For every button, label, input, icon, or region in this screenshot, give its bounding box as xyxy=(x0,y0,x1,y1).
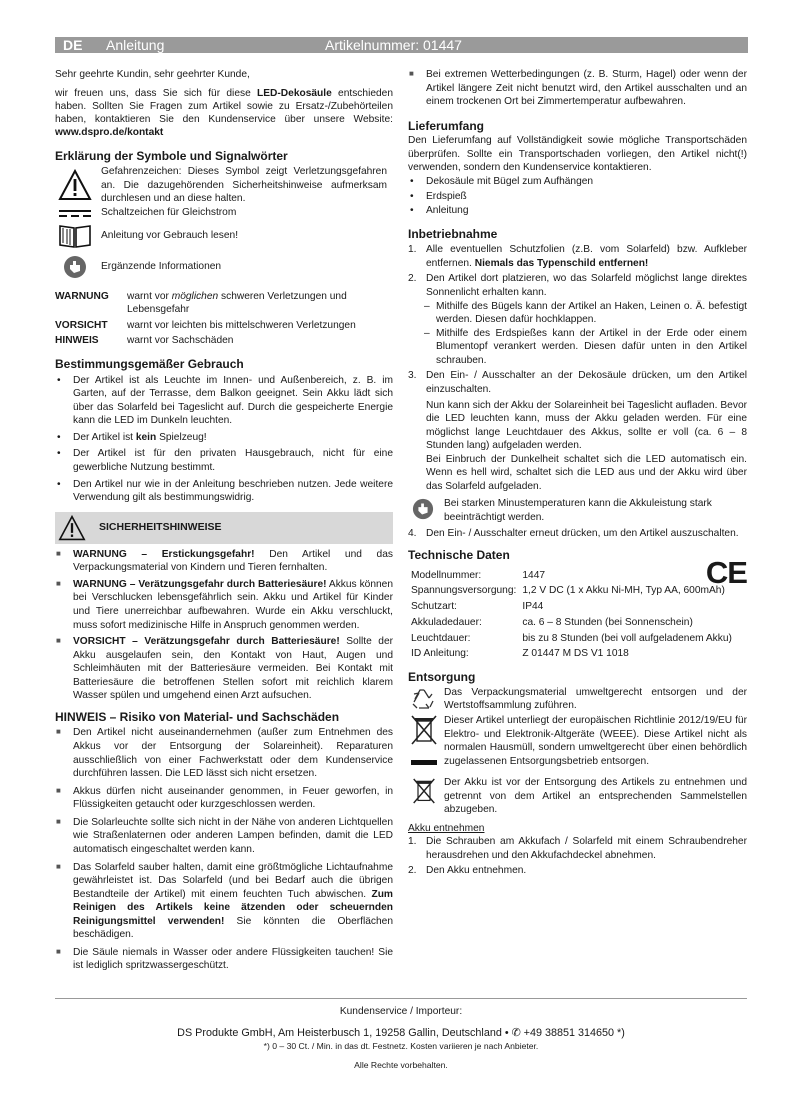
list-item: ■ Den Artikel nicht auseinandernehmen (außer zum Entnehmen des Akkus vor der Entsorgung der Solareinheit). Reparaturen ausschließlich von einer Fachwerkstatt oder dem Kundenservice durchführen lassen. Die LED lässt sich nicht ersetzen. xyxy=(55,726,393,784)
list-item: ■ Akkus dürfen nicht auseinander genommen, in Feuer geworfen, in Flüssigkeiten getaucht oder kurzgeschlossen werden. xyxy=(55,785,393,816)
greeting: Sehr geehrte Kundin, sehr geehrter Kunde, xyxy=(55,69,250,80)
list-item: ■ Die Solarleuchte sollte sich nicht in der Nähe von anderen Lichtquellen wie Straßenlaternen oder anderen Lampen befinden, damit die LED automatisch eingeschaltet werden kann. xyxy=(55,816,393,861)
symbol-info: Ergänzende Informationen xyxy=(55,254,393,280)
table-row: Schutzart: IP44 xyxy=(411,601,544,613)
battery-removal-list xyxy=(408,835,747,878)
symbol-manual: Anleitung vor Gebrauch lesen! xyxy=(55,222,393,250)
setup-sub-item: – Mithilfe des Bügels kann der Artikel an Haken, Leinen o. Ä. befestigt werden. Diesen dafür hochklappen. xyxy=(408,300,747,327)
list-item: ■ WARNUNG – Verätzungsgefahr durch Batteriesäure! Akkus können bei Verschlucken lebensgefährlich sein. Akku und Artikel für Kinder und Tiere unerreichbar aufbewahren. Wurde ein Akku verschluckt, muss sofort medizinische Hilfe in Anspruch genommen werden. xyxy=(55,578,393,635)
signal-vorsicht: VORSICHT warnt vor leichten bis mittelschweren Verletzungen xyxy=(55,319,356,331)
list-item: • Den Artikel nur wie in der Anleitung beschrieben nutzen. Jede weitere Verwendung gilt als bestimmungswidrig. xyxy=(55,478,393,505)
battery-removal-heading: Akku entnehmen xyxy=(408,822,485,834)
recycle-icon xyxy=(408,686,440,712)
website-link[interactable]: www.dspro.de/kontakt xyxy=(55,126,164,138)
table-row: Leuchtdauer: bis zu 8 Stunden (bei voll aufgeladenem Akku) xyxy=(411,632,732,644)
warning-triangle-icon xyxy=(57,513,87,543)
list-item: ■ Die Säule niemals in Wasser oder andere Flüssigkeiten tauchen! Sie ist lediglich spritzwassergeschützt. xyxy=(55,946,393,973)
crossed-bin-icon xyxy=(408,714,440,774)
tech-table xyxy=(408,568,735,663)
table-row: Akkuladedauer: ca. 6 – 8 Stunden (bei Sonnenschein) xyxy=(411,616,693,628)
list-item: 1. Alle eventuellen Schutzfolien (z.B. vom Solarfeld) bzw. Aufkleber entfernen. Niemals das Typenschild entfernen! xyxy=(408,244,747,269)
material-heading: HINWEIS – Risiko von Material- und Sachschäden xyxy=(55,709,340,724)
setup-sub-item: – Mithilfe des Erdspießes kann der Artikel in der Erde oder einem Blumentopf verankert werden. Diesen dafür unten in den Artikel schrauben. xyxy=(408,327,747,368)
list-item: • Erdspieß xyxy=(408,190,747,205)
direct-current-icon xyxy=(55,206,95,220)
list-item: 2. Den Akku entnehmen. xyxy=(408,865,527,877)
safety-banner xyxy=(55,512,393,544)
info-hand-icon xyxy=(408,497,438,521)
header-bar xyxy=(55,37,748,53)
list-item: • Dekosäule mit Bügel zum Aufhängen xyxy=(408,175,747,190)
setup-heading: Inbetriebnahme xyxy=(408,226,498,241)
list-item: 1. Die Schrauben am Akkufach / Solarfeld mit einem Schraubendreher herausdrehen und den Akkufachdeckel abnehmen. xyxy=(408,836,747,861)
setup-list xyxy=(408,243,747,495)
scope-text: Den Lieferumfang auf Vollständigkeit sowie mögliche Transportschäden überprüfen. Sollte ein Transportschaden vorliegen, den Artikel nicht(!) verwenden, sondern den Kundenservice kontaktieren. xyxy=(408,135,747,173)
ce-mark: CE xyxy=(705,555,747,591)
material-list-cont xyxy=(408,68,747,109)
footer-cost-note: *) 0 – 30 Ct. / Min. in das dt. Festnetz. Kosten variieren je nach Anbieter. xyxy=(263,1040,539,1051)
article-number: Artikelnummer: 01447 xyxy=(325,37,462,53)
safety-list xyxy=(55,548,393,703)
list-item: ■ Das Solarfeld sauber halten, damit eine größtmögliche Lichtaufnahme gewährleistet ist. Das Solarfeld (und bei Bedarf auch die übrigen Bestandteile der Artikel) mit einem feuchten Tuch abwischen. Zum Reinigen des Artikels keine ätzenden oder scheuernden Reinigungsmittel verwenden! Sie könnten die Oberflächen beschädigen. xyxy=(55,861,393,946)
scope-list xyxy=(408,175,747,218)
symbol-danger: Gefahrenzeichen: Dieses Symbol zeigt Verletzungsgefahren an. Die dazugehörenden Sicherheitshinweise aufmerksam durchlesen und an diese halten. xyxy=(55,165,393,206)
left-column xyxy=(55,68,393,973)
right-column xyxy=(408,68,747,878)
table-row: Modellnummer: 1447 xyxy=(411,569,546,581)
list-item: • Der Artikel ist kein Spielzeug! xyxy=(55,431,393,448)
use-list xyxy=(55,374,393,505)
list-item: 3. Den Ein- / Ausschalter an der Dekosäule drücken, um den Artikel einzuschalten. Nun kann sich der Akku der Solareinheit bei Tageslicht aufladen. Bevor die LED leuchten kann, muss der Akku geladen werden. Für eine möglichst lange Leuchtdauer des Akkus, sollte er voll (ca. 6 – 8 Stunden lang) aufgeladen werden. Bei Einbruch der Dunkelheit schaltet sich die LED automatisch ein. Wenn es hell wird, schaltet sich die LED aus und der Akku wird über das Solarfeld aufgeladen. xyxy=(408,370,747,492)
list-item: • Der Artikel ist für den privaten Hausgebrauch, nicht für eine gewerbliche Nutzung bestimmt. xyxy=(55,447,393,477)
table-row: Spannungsversorgung: 1,2 V DC (1 x Akku Ni-MH, Typ AA, 600mAh) xyxy=(411,585,725,597)
disposal-packaging: Das Verpackungsmaterial umweltgerecht entsorgen und der Wertstoffsammlung zuführen. xyxy=(408,686,747,713)
list-item: • Anleitung xyxy=(408,204,747,218)
crossed-bin-icon xyxy=(408,776,440,812)
safety-heading: SICHERHEITSHINWEISE xyxy=(99,520,222,533)
signal-words-table xyxy=(55,290,393,347)
footer xyxy=(55,998,747,1072)
warning-triangle-icon xyxy=(55,165,95,205)
setup-list-cont xyxy=(408,527,747,541)
manual-book-icon xyxy=(55,222,95,250)
setup-note: Bei starken Minustemperaturen kann die Akkuleistung stark beeinträchtigt werden. xyxy=(408,497,747,524)
disposal-weee: Dieser Artikel unterliegt der europäischen Richtlinie 2012/19/EU für Elektro- und Elektronik-Altgeräte (WEEE). Diese Artikel nicht als normalen Hausmüll, sondern umweltgerecht über einen behördlich zugelassenen Entsorgungsbetrieb entsorgen. xyxy=(408,714,747,774)
symbol-dc: Schaltzeichen für Gleichstrom xyxy=(55,206,393,220)
tech-section xyxy=(408,548,747,662)
symbols-heading: Erklärung der Symbole und Signalwörter xyxy=(55,148,288,163)
disposal-heading: Entsorgung xyxy=(408,670,476,685)
list-item: 2. Den Artikel dort platzieren, wo das Solarfeld möglichst lange direktes Sonnenlicht erhalten kann. – Mithilfe des Bügels kann der Artikel an Haken, Leinen o. Ä. befestigt werden. Diesen dafür hochklappen. – Mithilfe des Erdspießes kann der Artikel in der Erde oder einem Blumentopf verankert werden. Diesen dafür unten in den Artikel schrauben. xyxy=(408,272,747,369)
tech-heading: Technische Daten xyxy=(408,548,510,563)
scope-heading: Lieferumfang xyxy=(408,118,485,133)
disposal-battery: Der Akku ist vor der Entsorgung des Artikels zu entnehmen und getrennt von dem Artikel an entsprechenden Sammelstellen abzugeben. xyxy=(408,776,747,817)
signal-warnung: WARNUNG warnt vor möglichen schweren Verletzungen und Lebensgefahr xyxy=(55,291,347,316)
footer-title: Kundenservice / Importeur: xyxy=(339,1006,463,1017)
table-row: ID Anleitung: Z 01447 M DS V1 1018 xyxy=(411,648,629,660)
intro-text: wir freuen uns, dass Sie sich für diese LED-Dekosäule entschieden haben. Sollten Sie Fragen zum Artikel sowie zu Ersatz-/Zubehörteilen haben, kontaktieren Sie den Kundenservice über unsere Website: www.dspro.de/kontakt xyxy=(55,87,393,138)
info-hand-icon xyxy=(55,254,95,280)
doc-type: Anleitung xyxy=(106,37,165,53)
list-item: • Der Artikel ist als Leuchte im Innen- und Außenbereich, z. B. im Garten, auf der Terrasse, dem Balkon geeignet. Sein Akku lädt sich über das Solarfeld bei Tageslicht auf. Durch die gespeicherte Energie kann die LED im Dunkeln leuchten. xyxy=(55,374,393,431)
list-item: ■ Bei extremen Wetterbedingungen (z. B. Sturm, Hagel) oder wenn der Artikel längere Zeit nicht benutzt wird, den Artikel ausschalten und an einem trockenen Ort bei Zimmertemperatur aufbewahren. xyxy=(408,68,747,109)
signal-hinweis: HINWEIS warnt vor Sachschäden xyxy=(55,334,234,346)
list-item: 4. Den Ein- / Ausschalter erneut drücken, um den Artikel auszuschalten. xyxy=(408,527,739,539)
footer-rights: Alle Rechte vorbehalten. xyxy=(354,1060,448,1071)
list-item: ■ VORSICHT – Verätzungsgefahr durch Batteriesäure! Sollte der Akku ausgelaufen sein, den Kontakt von Haut, Augen und Schleimhäuten mit der Batteriesäure vermeiden. Bei Kontakt mit Batteriesäure die betroffenen Stellen sofort mit reichlich klarem Wasser spülen und umgehend einen Arzt aufsuchen. xyxy=(55,635,393,703)
language-code: DE xyxy=(63,37,83,53)
list-item: ■ WARNUNG – Erstickungsgefahr! Den Artikel und das Verpackungsmaterial von Kindern und Tieren fernhalten. xyxy=(55,548,393,578)
footer-address: DS Produkte GmbH, Am Heisterbusch 1, 19258 Gallin, Deutschland • ✆ +49 38851 314650 *) xyxy=(177,1026,625,1039)
use-heading: Bestimmungsgemäßer Gebrauch xyxy=(55,357,244,372)
material-list xyxy=(55,726,393,973)
